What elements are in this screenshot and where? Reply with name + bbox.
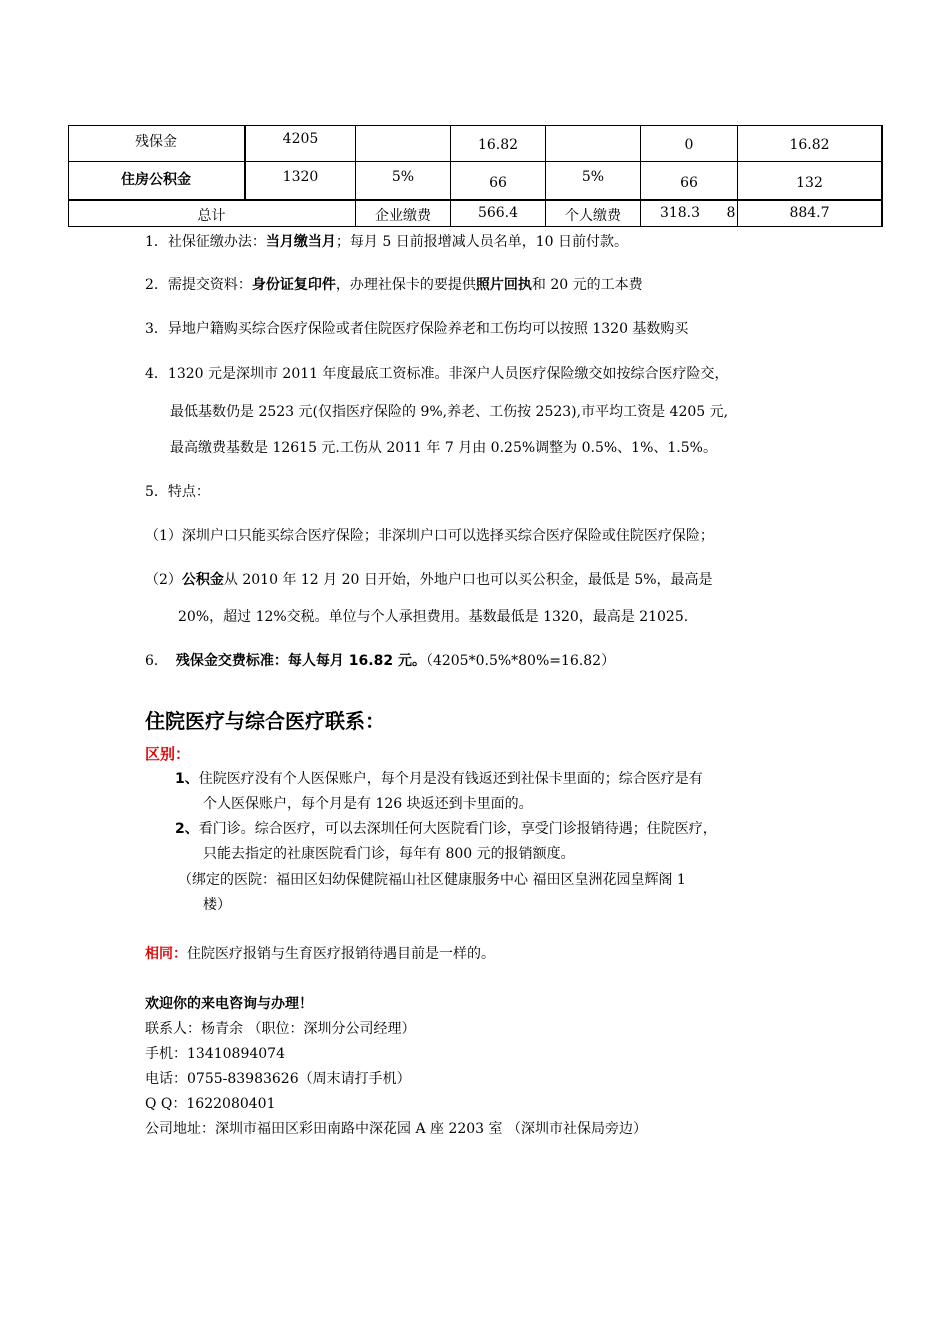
table-cell: 4205: [282, 131, 319, 147]
table-cell: 66: [489, 175, 507, 191]
item-5-2-line-2: 20%，超过 12%交税。单位与个人承担费用。基数最低是 1320，最高是 21025.: [178, 609, 689, 625]
item-3: 3．异地户籍购买综合医疗保险或者住院医疗保险养老和工伤均可以按照 1320 基数购买: [145, 321, 689, 337]
table-cell: 66: [680, 175, 698, 191]
table-border-right: [881, 125, 883, 227]
diff-item-2-number: 2、: [175, 821, 199, 837]
contact-welcome: 欢迎你的来电咨询与办理！: [145, 996, 313, 1012]
diff-item-1-line-1: 住院医疗没有个人医保账户，每个月是没有钱返还到社保卡里面的；综合医疗是有: [198, 771, 703, 787]
item-1: [145, 232, 628, 252]
diff-item-2-line-3: （绑定的医院：福田区妇幼保健院福山社区健康服务中心 福田区皇洲花园皇辉阁 1: [178, 872, 686, 888]
item-5-2-suffix: 从 2010 年 12 月 20 日开始，外地户口也可以买公积金，最低是 5%，最高是: [223, 572, 713, 588]
item-5: 5．特点：: [145, 484, 210, 500]
item-6: [145, 651, 615, 671]
table-cell: 残保金: [135, 134, 177, 150]
table-cell: 1320: [282, 169, 319, 185]
item-1-bold: 当月缴当月: [265, 234, 336, 250]
table-border-top: [68, 125, 883, 126]
table-company-value: 566.4: [477, 205, 519, 221]
diff-item-2-line-2: 只能去指定的社康医院看门诊，每年有 800 元的报销额度。: [203, 846, 575, 862]
item-5-1: （1）深圳户口只能买综合医疗保险；非深圳户口可以选择买综合医疗保险或住院医疗保险；: [145, 528, 714, 544]
item-2-prefix: 2．需提交资料：: [145, 277, 252, 293]
diff-item-2-line-1: 看门诊。综合医疗，可以去深圳任何大医院看门诊，享受门诊报销待遇；住院医疗，: [198, 821, 717, 837]
item-2-bold: 照片回执: [475, 277, 532, 293]
diff-item-2: [175, 819, 717, 839]
item-4-line-1: 4．1320 元是深圳市 2011 年度最底工资标准。非深户人员医疗保险缴交如按综合医疗险交，: [145, 366, 729, 382]
same-text: 住院医疗报销与生育医疗报销待遇目前是一样的。: [187, 946, 495, 962]
contact-address: 公司地址：深圳市福田区彩田南路中深花园 A 座 2203 室 （深圳市社保局旁边）: [145, 1121, 647, 1137]
item-6-bold: 残保金交费标准：每人每月 16.82 元。: [175, 653, 426, 669]
contact-phone: 电话：0755-83983626（周末请打手机）: [145, 1071, 411, 1087]
same-label: 相同：: [145, 946, 187, 962]
item-2-middle: ，办理社保卡的要提供: [335, 277, 476, 293]
table-cell: 132: [796, 175, 823, 191]
item-6-number: 6．: [145, 653, 168, 669]
item-2-bold: 身份证复印件: [251, 277, 336, 293]
item-2: [145, 275, 643, 295]
table-cell: 5%: [581, 169, 605, 185]
item-2-suffix: 和 20 元的工本费: [531, 277, 643, 293]
table-border-bottom: [68, 226, 883, 227]
item-4-line-2: 最低基数仍是 2523 元(仅指医疗保险的 9%,养老、工伤按 2523),市平均工资是 4205 元,: [170, 404, 729, 420]
table-row-divider: [68, 199, 883, 201]
table-stray-digit: 8: [726, 205, 736, 221]
item-5-2: [145, 570, 713, 590]
table-personal-value: 318.3: [659, 205, 701, 221]
item-1-suffix: ；每月 5 日前报增减人员名单，10 日前付款。: [335, 234, 628, 250]
diff-label: 区别：: [145, 745, 191, 763]
table-row-divider: [68, 161, 883, 162]
table-cell: 5%: [391, 169, 415, 185]
table-cell: 0: [684, 137, 694, 153]
contact-mobile: 手机：13410894074: [145, 1046, 285, 1062]
same-row: [145, 944, 495, 964]
table-company-label: 企业缴费: [375, 208, 431, 224]
diff-item-1-number: 1、: [175, 771, 199, 787]
table-total-sum: 884.7: [789, 205, 830, 221]
table-cell: 16.82: [477, 137, 519, 153]
fee-table: [68, 125, 883, 227]
table-cell: 住房公积金: [121, 172, 191, 188]
diff-item-1-line-2: 个人医保账户，每个月是有 126 块返还到卡里面的。: [203, 796, 533, 812]
item-5-2-bold: 公积金: [181, 572, 224, 588]
table-personal-label: 个人缴费: [565, 208, 621, 224]
diff-item-1: [175, 769, 703, 789]
table-cell: 16.82: [789, 137, 830, 153]
item-1-prefix: 1．社保征缴办法：: [145, 234, 266, 250]
diff-item-2-line-4: 楼）: [203, 897, 231, 913]
item-6-suffix: （4205*0.5%*80%=16.82）: [425, 653, 616, 669]
item-4-line-3: 最高缴费基数是 12615 元.工伤从 2011 年 7 月由 0.25%调整为 0.5%、1%、1.5%。: [170, 440, 717, 456]
table-total-label: 总计: [197, 208, 226, 224]
item-5-2-prefix: （2）: [145, 572, 182, 588]
contact-qq: Q Q：1622080401: [145, 1096, 276, 1112]
contact-person: 联系人：杨青余 （职位：深圳分公司经理）: [145, 1021, 416, 1037]
section-title: 住院医疗与综合医疗联系：: [145, 709, 385, 733]
